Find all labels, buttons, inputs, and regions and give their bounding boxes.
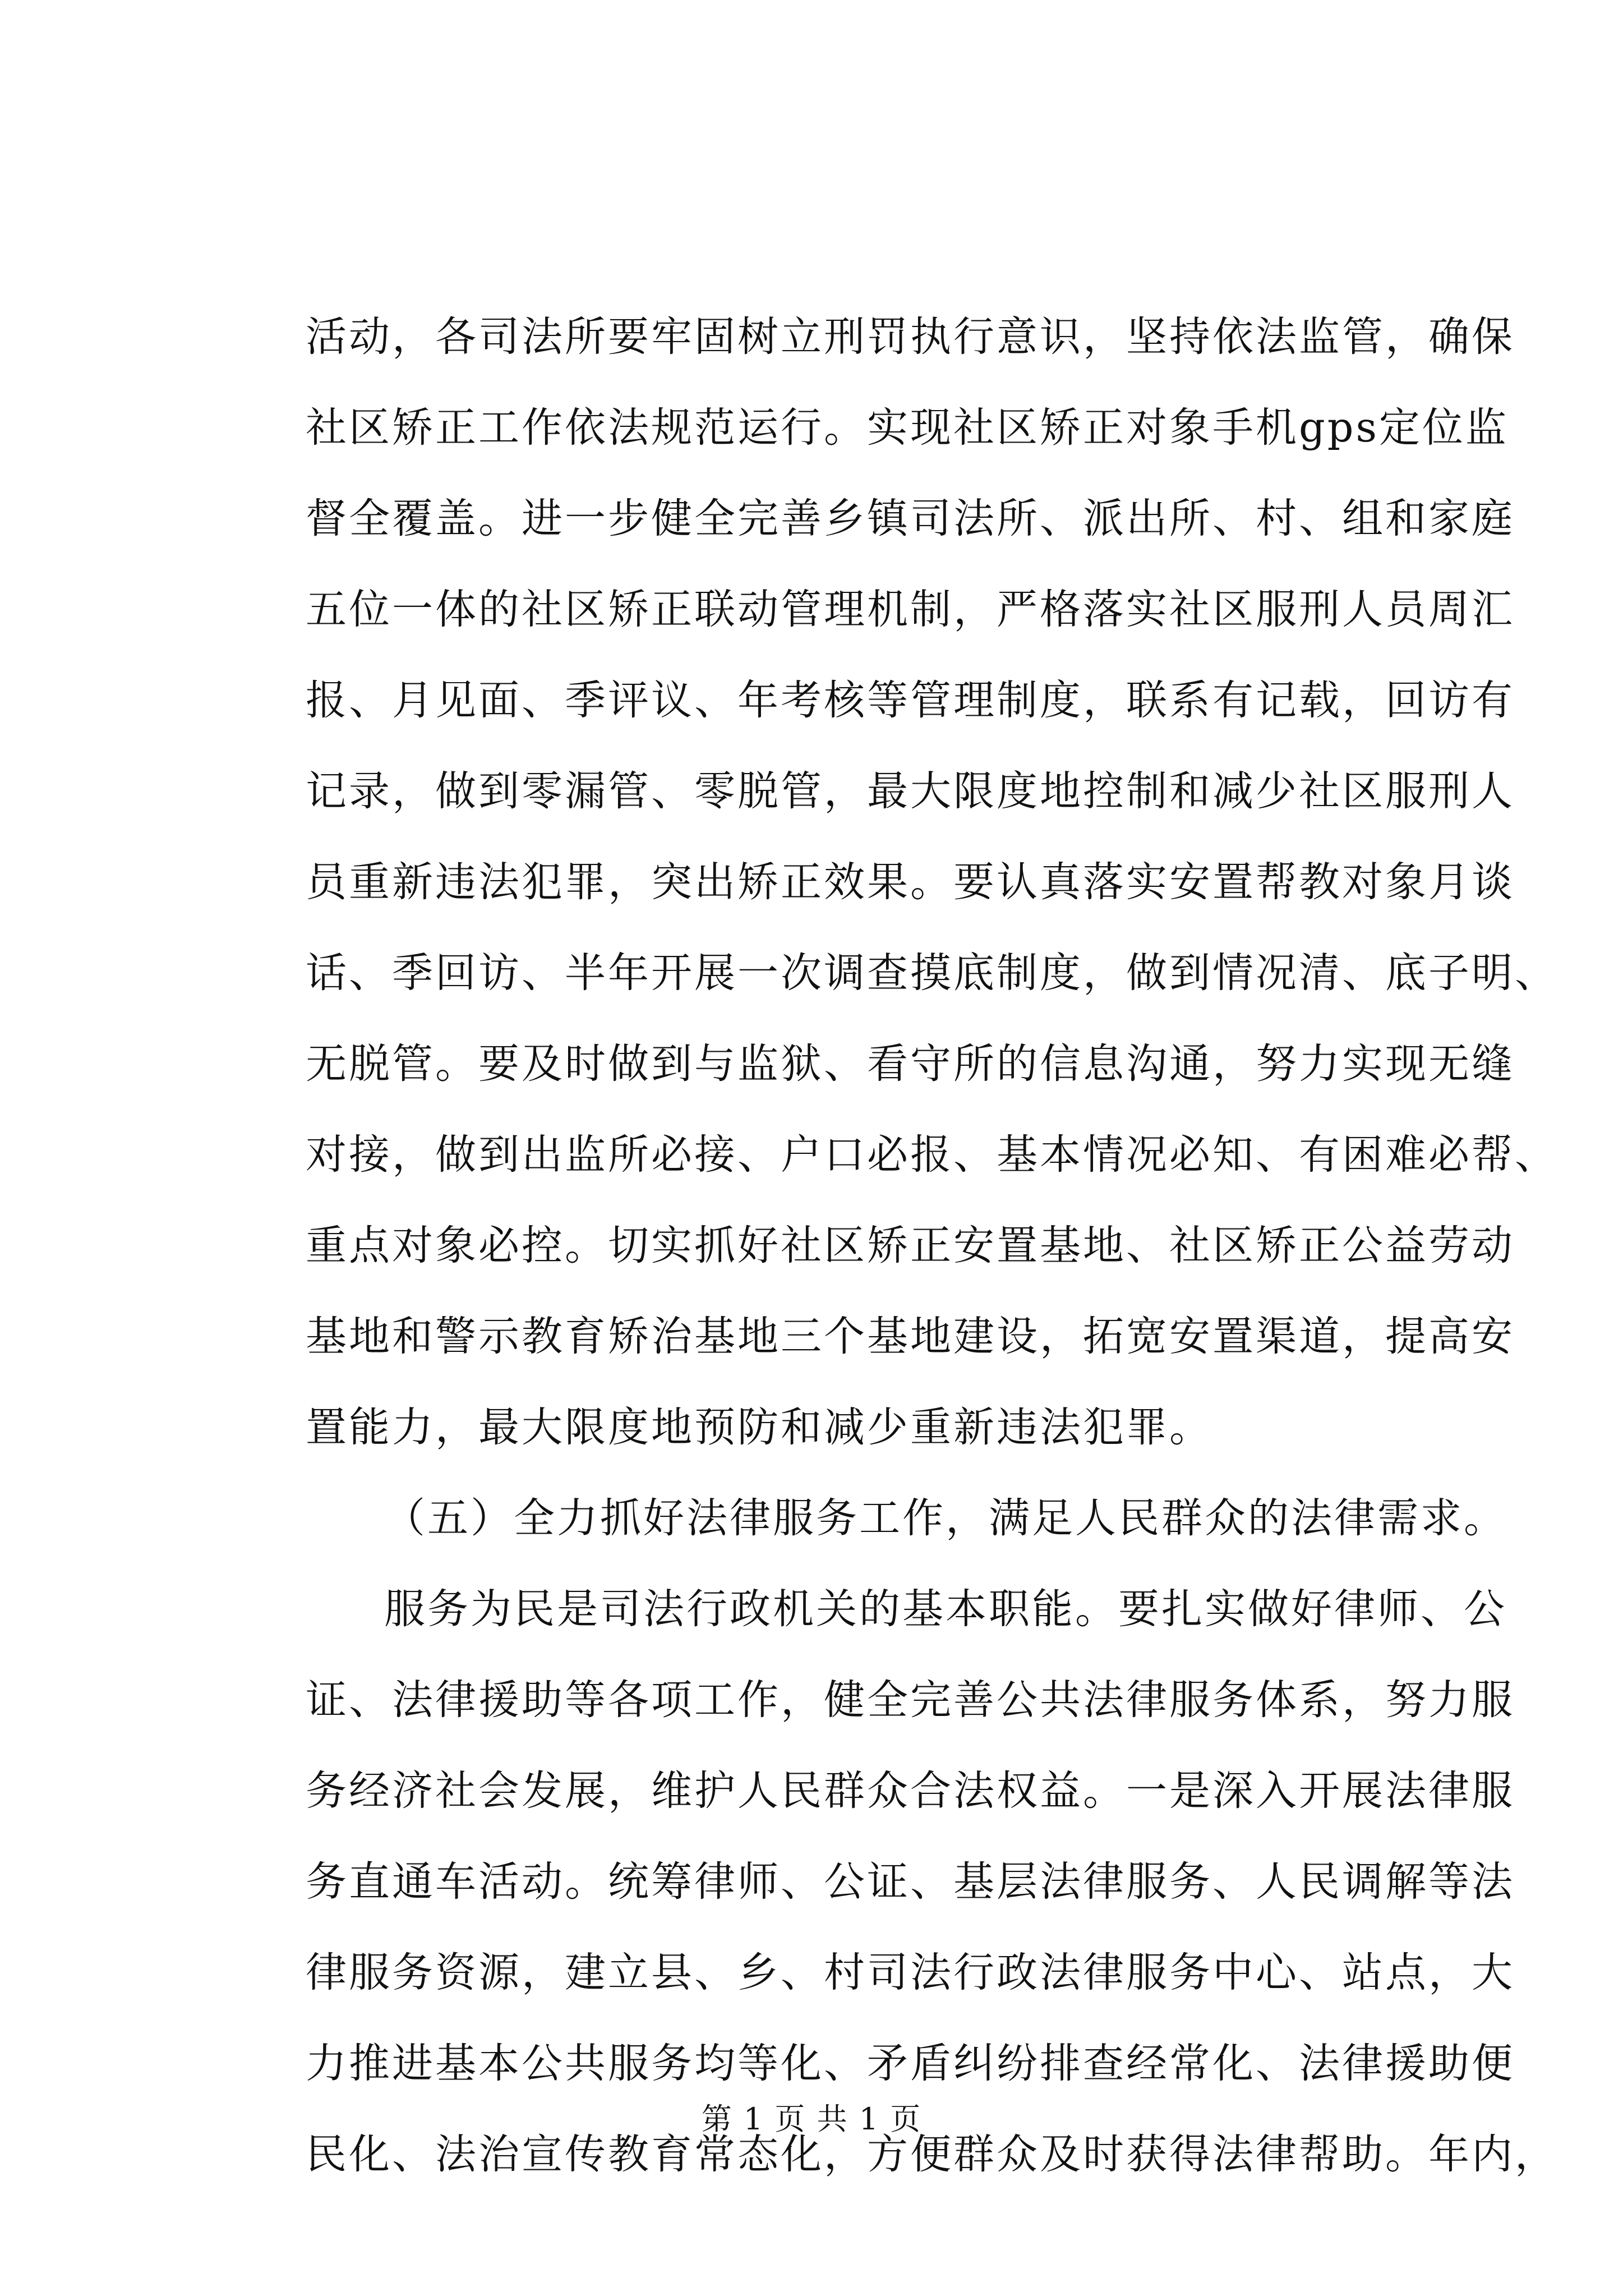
paragraph-line: 证、法律援助等各项工作，健全完善公共法律服务体系，努力服 [306,1676,1515,1724]
paragraph-line: 律服务资源，建立县、乡、村司法行政法律服务中心、站点，大 [306,1949,1515,1996]
paragraph-line: 话、季回访、半年开展一次调查摸底制度，做到情况清、底子明、 [306,949,1558,997]
paragraph-line: 社区矫正工作依法规范运行。实现社区矫正对象手机gps定位监 [306,404,1509,452]
paragraph-line: 务经济社会发展，维护人民群众合法权益。一是深入开展法律服 [306,1767,1515,1815]
paragraph-line: 置能力，最大限度地预防和减少重新违法犯罪。 [306,1404,1212,1451]
paragraph-line: 对接，做到出监所必接、户口必报、基本情况必知、有困难必帮、 [306,1131,1558,1179]
paragraph-line: 五位一体的社区矫正联动管理机制，严格落实社区服刑人员周汇 [306,586,1515,633]
page-number-footer: 第 1 页 共 1 页 [701,2101,922,2137]
paragraph-line: 无脱管。要及时做到与监狱、看守所的信息沟通，努力实现无缝 [306,1040,1515,1088]
paragraph-line: 民化、法治宣传教育常态化，方便群众及时获得法律帮助。年内， [306,2131,1558,2178]
paragraph-line: 服务为民是司法行政机关的基本职能。要扎实做好律师、公 [384,1585,1507,1633]
paragraph-line: 活动，各司法所要牢固树立刑罚执行意识，坚持依法监管，确保 [306,313,1515,361]
paragraph-line: 力推进基本公共服务均等化、矛盾纠纷排查经常化、法律援助便 [306,2040,1515,2087]
body-text [306,292,1558,2200]
paragraph-line: 报、月见面、季评议、年考核等管理制度，联系有记载，回访有 [306,677,1515,724]
paragraph-line: 务直通车活动。统筹律师、公证、基层法律服务、人民调解等法 [306,1858,1515,1906]
paragraph-line: 督全覆盖。进一步健全完善乡镇司法所、派出所、村、组和家庭 [306,495,1515,542]
paragraph-line: 基地和警示教育矫治基地三个基地建设，拓宽安置渠道，提高安 [306,1313,1515,1360]
paragraph-line: 重点对象必控。切实抓好社区矫正安置基地、社区矫正公益劳动 [306,1222,1515,1269]
section-heading: （五）全力抓好法律服务工作，满足人民群众的法律需求。 [384,1494,1507,1542]
paragraph-line: 记录，做到零漏管、零脱管，最大限度地控制和减少社区服刑人 [306,767,1515,815]
paragraph-line: 员重新违法犯罪，突出矫正效果。要认真落实安置帮教对象月谈 [306,858,1515,906]
